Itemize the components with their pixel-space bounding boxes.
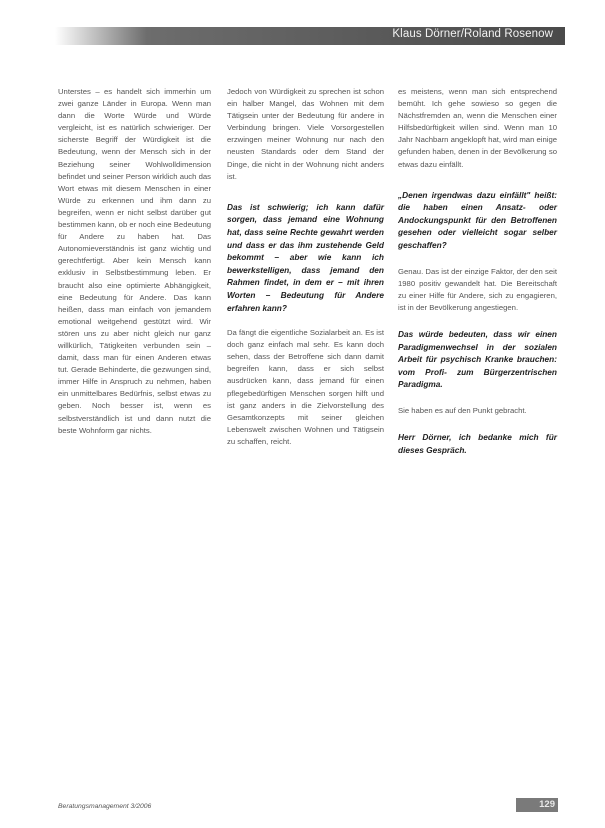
page-number-box [516, 798, 558, 812]
footer-journal: Beratungsmanagement 3/2006 [58, 803, 152, 810]
column-2 [227, 86, 384, 448]
column-1 [58, 86, 211, 437]
paragraph: es meistens, wenn man sich entsprechend bemüht. Ich gehe sowieso so gegen die Nächstfremden an, wenn die Menschen einer Hilfsbedürftigkeit willen sind. Wenn man 10 Jahr Nachbarn angeklopft hat, wird man einige gefunden haben, denen in der Bevölkerung so etwas dazu einfällt. [398, 87, 557, 169]
paragraph: Unterstes – es handelt sich immerhin um zwei ganze Länder in Europa. Wenn man dann die Worte Würde und Würde vergleicht, ist es natürlich schwieriger. Der sicherste Begriff der Würdigkeit ist die Bedeutung, wenn der Mensch sich in der Beziehung seiner Wohlwolldimension befindet und seiner Person wirklich auch das Wort etwas mit diesem Menschen in einer Würde zu erkennen und ihm dann zu begreifen, wenn er nicht selbst darüber gut bestimmen kann, ob er noch eine Bedeutung für Andere zu haben hat. Das Autonomieverständnis ist ganz wichtig und gerechtfertigt. Aber kein Mensch kann exklusiv in Selbstbestimmung leben. Er braucht also eine optimierte Abhängigkeit, eine Bedeutung für Andere. Das kann heißen, dass man einfach von jemandem emotional weitgehend gestützt wird. Wir stören uns zu aber nicht gleich nur ganz willkürlich, Tätigkeiten verbunden sein – damit, dass man für einen Anderen etwas tut. Gerade Behinderte, die gezwungen sind, immer Hilfe in Anspruch zu nehmen, haben ein unmittelbares Bedürfnis, selbst etwas zu geben. Noch besser ist, wenn es selbstverständlich ist und dann nutzt die beste Wohnform gar nichts. [58, 87, 211, 435]
interview-question: „Denen irgendwas dazu einfällt" heißt: die haben einen Ansatz- oder Andockungspunkt für den Betroffenen gesehen oder vielleicht sogar selber geschaffen? [398, 189, 557, 251]
paragraph: Da fängt die eigentliche Sozialarbeit an. Es ist doch ganz einfach mal sehr. Es kann doch sehen, dass der Betroffene sich dann damit begreifen kann, dass er sich selbst ausdrücken kann, dass jemand für einen pflegebedürftigen Menschen sorgen hilft und ist ganz anders in die Zielvorstellung des Gesamtkonzepts mit seiner gleichen Lebenswelt zwischen Wohnen und Tätigsein zu schaffen, reicht. [227, 328, 384, 446]
interview-question: Herr Dörner, ich bedanke mich für dieses Gespräch. [398, 432, 557, 455]
paragraph: Sie haben es auf den Punkt gebracht. [398, 405, 527, 415]
paragraph: Genau. Das ist der einzige Faktor, der den seit 1980 positiv gewandelt hat. Die Bereitschaft zu einer Hilfe für Andere, sich zu engagieren, ist in der Bevölkerung angestiegen. [398, 266, 557, 312]
interview-question: Das ist schwierig; ich kann dafür sorgen, dass jemand eine Wohnung hat, dass seine Rechte gewahrt werden und dass er das ihm zustehende Geld bekommt – aber wie kann ich bewerkstelligen, dass jemand den Rahmen findet, in dem er – mit ihren Worten – Bedeutung für Andere erfahren kann? [227, 201, 384, 313]
interview-question: Das würde bedeuten, dass wir einen Paradigmenwechsel in der sozialen Arbeit für psychisch Kranke brauchen: vom Profi- zum Bürgerzentrischen Paradigma. [398, 329, 557, 390]
header-author: Klaus Dörner/Roland Rosenow [392, 28, 553, 40]
paragraph: Jedoch von Würdigkeit zu sprechen ist schon ein halber Mangel, das Wohnen mit dem Tätigsein unter der Bedeutung für andere in Verbindung bringen. Viele Vorsorgestellen erzwingen meiner Wohnung nur nach den neusten Standards oder dem Stand der Dinge, die nicht in der Wohnung nicht anders ist. [227, 87, 384, 181]
header-bar [55, 27, 565, 45]
column-3 [398, 86, 557, 456]
page-number: 129 [539, 799, 555, 810]
